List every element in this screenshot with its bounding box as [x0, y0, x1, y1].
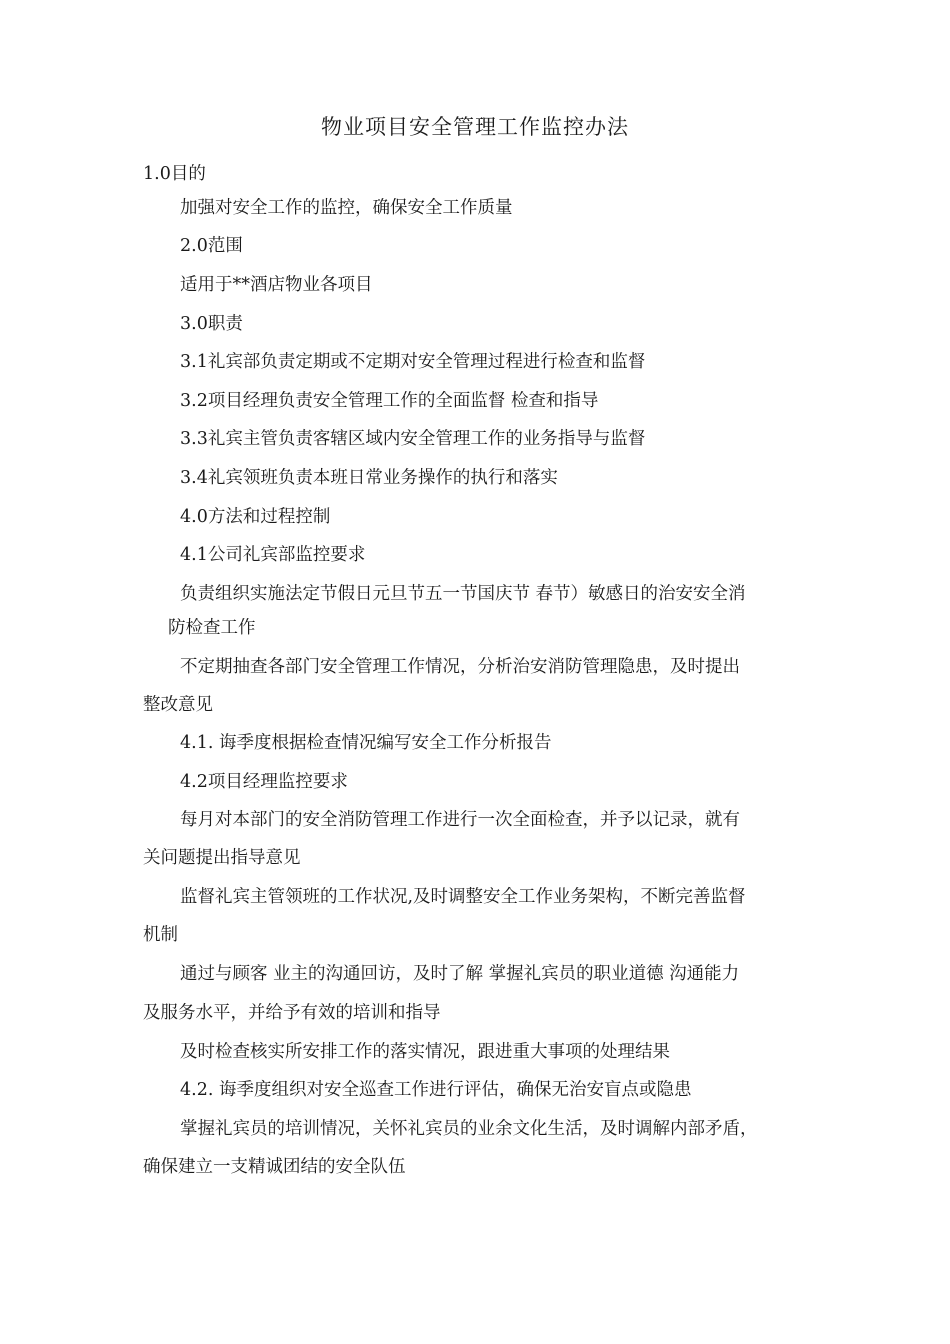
paragraph-line: 不定期抽查各部门安全管理工作情况，分析治安消防管理隐患，及时提出	[180, 657, 740, 677]
section-heading-scope: 2.0范围	[180, 236, 243, 256]
subsection-heading: 4.2项目经理监控要求	[180, 772, 348, 792]
paragraph-line: 确保建立一支精诚团结的安全队伍	[143, 1157, 406, 1177]
paragraph-line: 掌握礼宾员的培训情况，关怀礼宾员的业余文化生活，及时调解内部矛盾，	[180, 1119, 758, 1139]
paragraph-line: 3.4礼宾领班负责本班日常业务操作的执行和落实	[180, 468, 558, 488]
paragraph-line: 关问题提出指导意见	[143, 848, 301, 868]
paragraph-line: 适用于**酒店物业各项目	[180, 275, 373, 295]
paragraph-line: 4.2. 诲季度组织对安全巡查工作进行评估，确保无治安盲点或隐患	[180, 1080, 692, 1100]
paragraph-line: 负责组织实施法定节假日元旦节五一节国庆节 春节）敏感日的治安安全消	[180, 584, 746, 604]
paragraph-line: 整改意见	[143, 695, 213, 715]
paragraph-line: 监督礼宾主管领班的工作状况,及时调整安全工作业务架构，不断完善监督	[180, 887, 746, 907]
paragraph-line: 通过与顾客 业主的沟通回访，及时了解 掌握礼宾员的职业道德 沟通能力	[180, 964, 740, 984]
paragraph-line: 防检查工作	[168, 618, 256, 638]
paragraph-line: 加强对安全工作的监控，确保安全工作质量	[180, 198, 513, 218]
paragraph-line: 3.3礼宾主管负责客辖区域内安全管理工作的业务指导与监督	[180, 429, 646, 449]
subsection-heading: 4.1公司礼宾部监控要求	[180, 545, 366, 565]
section-heading-methods: 4.0方法和过程控制	[180, 507, 331, 527]
document-title: 物业项目安全管理工作监控办法	[321, 115, 629, 139]
paragraph-line: 3.1礼宾部负责定期或不定期对安全管理过程进行检查和监督	[180, 352, 646, 372]
paragraph-line: 每月对本部门的安全消防管理工作进行一次全面检查，并予以记录，就有	[180, 810, 740, 830]
paragraph-line: 及服务水平，并给予有效的培训和指导	[143, 1003, 441, 1023]
paragraph-line: 机制	[143, 925, 178, 945]
section-heading-duties: 3.0职责	[180, 314, 243, 334]
paragraph-line: 及时检查核实所安排工作的落实情况，跟进重大事项的处理结果	[180, 1042, 670, 1062]
paragraph-line: 4.1. 诲季度根据检查情况编写安全工作分析报告	[180, 733, 552, 753]
section-heading-purpose: 1.0目的	[143, 164, 206, 184]
paragraph-line: 3.2项目经理负责安全管理工作的全面监督 检查和指导	[180, 391, 599, 411]
